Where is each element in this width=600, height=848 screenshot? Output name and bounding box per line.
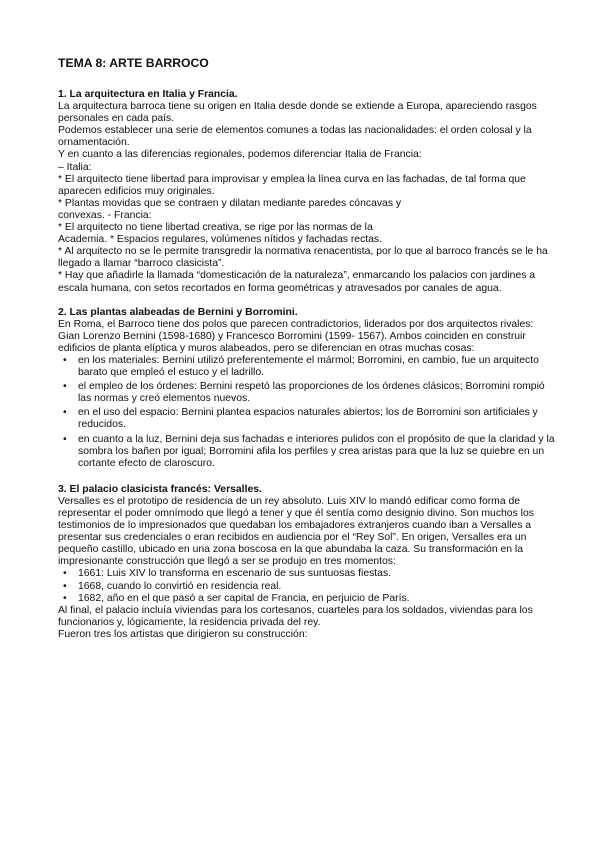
s1-paragraph: * El arquitecto no tiene libertad creativa, se rige por las normas de la [58, 222, 373, 234]
s1-paragraph: * El arquitecto tiene libertad para improvisar y emplea la línea curva en las fachadas, de tal forma que aparecen edificios muy originales. [58, 173, 526, 197]
list-item: • en cuanto a la luz, Bernini deja sus fachadas e interiores pulidos con el propósito de que la claridad y la sombra los bañen por igual; Borromini afila los perfiles y crea aristas para que la luz se quiebre en un cortante efecto de claroscuro. [72, 434, 558, 470]
s1-paragraph: – Italia: [58, 161, 92, 173]
section-3-heading: 3. El palacio clasicista francés: Versalles. [58, 483, 262, 495]
s3-paragraph: Fueron tres los artistas que dirigieron su construcción: [58, 628, 308, 640]
list-item: • 1668, cuando lo convirtió en residencia real. [72, 581, 558, 593]
section-1-heading: 1. La arquitectura en Italia y Francia. [58, 89, 238, 100]
list-item: • en el uso del espacio: Bernini plantea espacios naturales abiertos; los de Borromini son artificiales y reducidos. [72, 407, 558, 431]
document-title: TEMA 8: ARTE BARROCO [58, 56, 209, 70]
s2-bullet-list [58, 355, 558, 470]
section-2-heading: 2. Las plantas alabeadas de Bernini y Borromini. [58, 306, 298, 318]
s1-paragraph: * Hay que añadirle la llamada “domesticación de la naturaleza”, enmarcando los palacios con jardines a escala humana, con setos recortados en forma geométricas y atravesados por canales de agua. [58, 270, 536, 294]
list-item: • 1682, año en el que pasó a ser capital de Francia, en perjuicio de París. [72, 593, 558, 605]
s1-paragraph: * Al arquitecto no se le permite transgredir la normativa renacentista, por lo que al barroco francés se le ha llegado a llamar “barroco clasicista”. [58, 246, 548, 270]
document-page [58, 56, 558, 641]
list-item: • en los materiales: Bernini utilizó preferentemente el mármol; Borromini, en cambio, fue un arquitecto barato que empleó el estuco y el ladrillo. [72, 355, 558, 379]
s1-paragraph: convexas. - Francia: [58, 209, 152, 221]
s3-paragraph: Al final, el palacio incluía viviendas para los cortesanos, cuarteles para los soldados, viviendas para los funcionarios y, lógicamente, la residencia privada del rey. [58, 604, 533, 628]
s2-intro: En Roma, el Barroco tiene dos polos que parecen contradictorios, liderados por dos arquitectos rivales: Gian Lorenzo Bernini (1598-1680) y Francesco Borromini (1599- 1567). Ambos coinciden en construir edificios de planta elíptica y muros alabeados, pero se diferencian en otras muchas cosas: [58, 318, 534, 354]
list-item: • el empleo de los órdenes: Bernini respetó las proporciones de los órdenes clásicos; Borromini rompió las normas y creó elementos nuevos. [72, 381, 558, 405]
s1-paragraph: Y en cuanto a las diferencias regionales, podemos diferenciar Italia de Francia: [58, 149, 422, 161]
s1-paragraph: * Plantas movidas que se contraen y dilatan mediante paredes cóncavas y [58, 197, 402, 209]
s3-intro: Versalles es el prototipo de residencia de un rey absoluto. Luis XIV lo mandó edificar como forma de representar el poder omnímodo que llegó a tener y que él sentía como designio divino. Son muchos los testimonios de lo impresionados que quedaban los embajadores extranjeros cuando iban a Versalles a presentar sus credenciales o eran recibidos en audiencia por el “Rey Sol”. En origen, Versalles era un pequeño castillo, ubicado en una zona boscosa en la que abundaba la caza. Su transformación en la impresionante construcción que llegó a ser se produjo en tres momentos: [58, 495, 534, 568]
s1-paragraph: Academia. * Espacios regulares, volúmenes nítidos y fachadas rectas. [58, 234, 383, 246]
s1-paragraph: La arquitectura barroca tiene su origen en Italia desde donde se extiende a Europa, apareciendo rasgos personales en cada país. [58, 101, 537, 125]
s1-paragraph: Podemos establecer una serie de elementos comunes a todas las nacionalidades: el orden colosal y la ornamentación. [58, 125, 532, 149]
list-item: • 1661: Luis XIV lo transforma en escenario de sus suntuosas fiestas. [72, 568, 558, 580]
s3-bullet-list [58, 568, 558, 604]
